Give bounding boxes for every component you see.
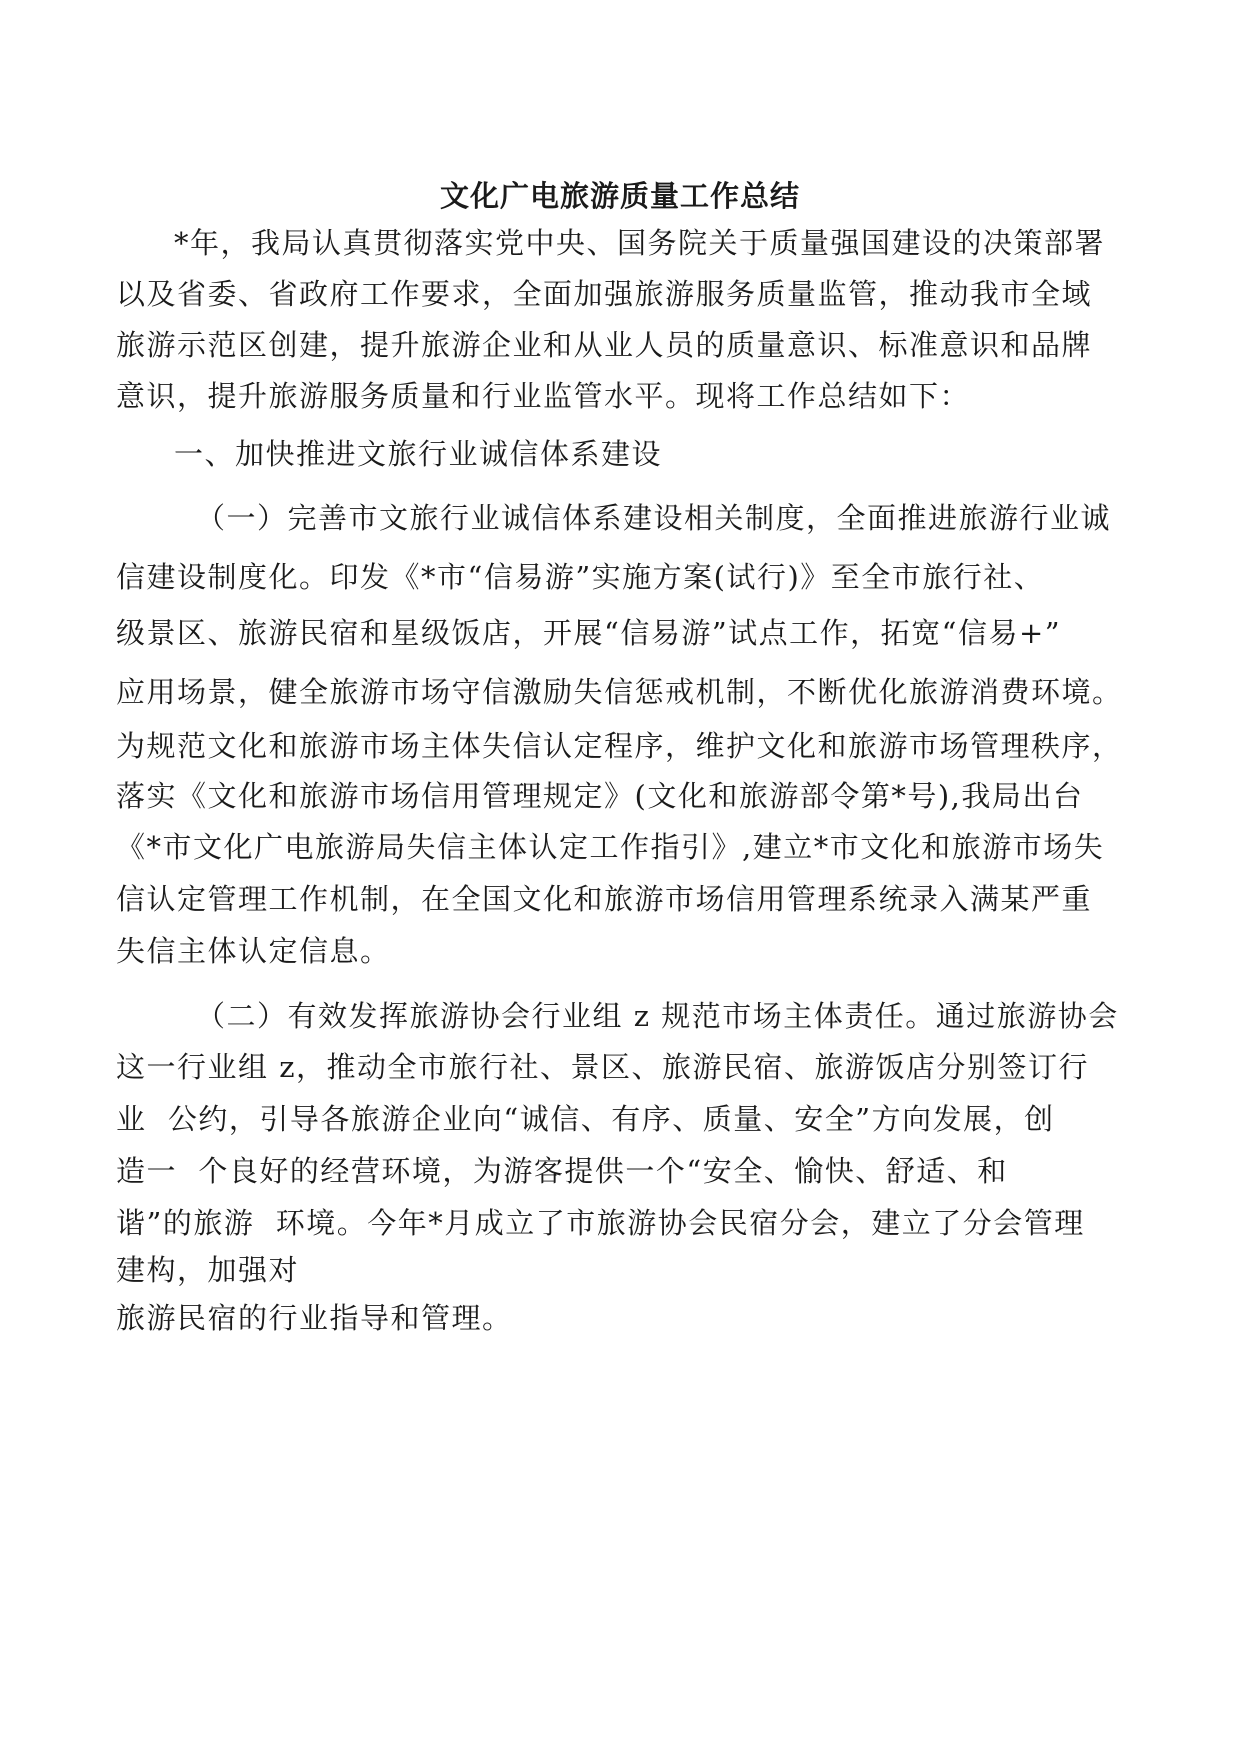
paragraph-line: 落实《文化和旅游市场信用管理规定》(文化和旅游部令第*号),我局出台 [116, 779, 1084, 813]
paragraph-line: 业 公约，引导各旅游企业向“诚信、有序、质量、安全”方向发展，创 [116, 1102, 1055, 1136]
paragraph-line: 信认定管理工作机制，在全国文化和旅游市场信用管理系统录入满某严重 [116, 882, 1093, 916]
paragraph-line: （一）完善市文旅行业诚信体系建设相关制度，全面推进旅游行业诚 [196, 501, 1112, 535]
paragraph-line: 建构，加强对 [116, 1253, 300, 1287]
paragraph-line: 《*市文化广电旅游局失信主体认定工作指引》,建立*市文化和旅游市场失 [116, 830, 1105, 864]
paragraph-line: 造一 个良好的经营环境，为游客提供一个“安全、愉快、舒适、和 [116, 1154, 1008, 1188]
paragraph-line: 这一行业组 z，推动全市旅行社、景区、旅游民宿、旅游饭店分别签订行 [116, 1050, 1089, 1084]
paragraph-line: 应用场景，健全旅游市场守信激励失信惩戒机制，不断优化旅游消费环境。 [116, 675, 1123, 709]
section-heading: 一、加快推进文旅行业诚信体系建设 [174, 437, 663, 471]
paragraph-line: 信建设制度化。印发《*市“信易游”实施方案(试行)》至全市旅行社、 [116, 560, 1045, 594]
paragraph-line: 以及省委、省政府工作要求，全面加强旅游服务质量监管，推动我市全域 [116, 277, 1093, 311]
paragraph-line: 失信主体认定信息。 [116, 934, 391, 968]
paragraph-line: 为规范文化和旅游市场主体失信认定程序，维护文化和旅游市场管理秩序， [116, 729, 1123, 763]
paragraph-line: 谐”的旅游 环境。今年*月成立了市旅游协会民宿分会，建立了分会管理 [116, 1206, 1085, 1240]
paragraph-line: （二）有效发挥旅游协会行业组 z 规范市场主体责任。通过旅游协会 [196, 999, 1119, 1033]
paragraph-line: 旅游民宿的行业指导和管理。 [116, 1301, 513, 1335]
paragraph-line: *年，我局认真贯彻落实党中央、国务院关于质量强国建设的决策部署 [174, 226, 1106, 260]
paragraph-line: 旅游示范区创建，提升旅游企业和从业人员的质量意识、标准意识和品牌 [116, 328, 1093, 362]
document-title: 文化广电旅游质量工作总结 [439, 179, 800, 213]
paragraph-line: 级景区、旅游民宿和星级饭店，开展“信易游”试点工作，拓宽“信易+” [116, 616, 1062, 650]
paragraph-line: 意识，提升旅游服务质量和行业监管水平。现将工作总结如下： [116, 379, 971, 413]
